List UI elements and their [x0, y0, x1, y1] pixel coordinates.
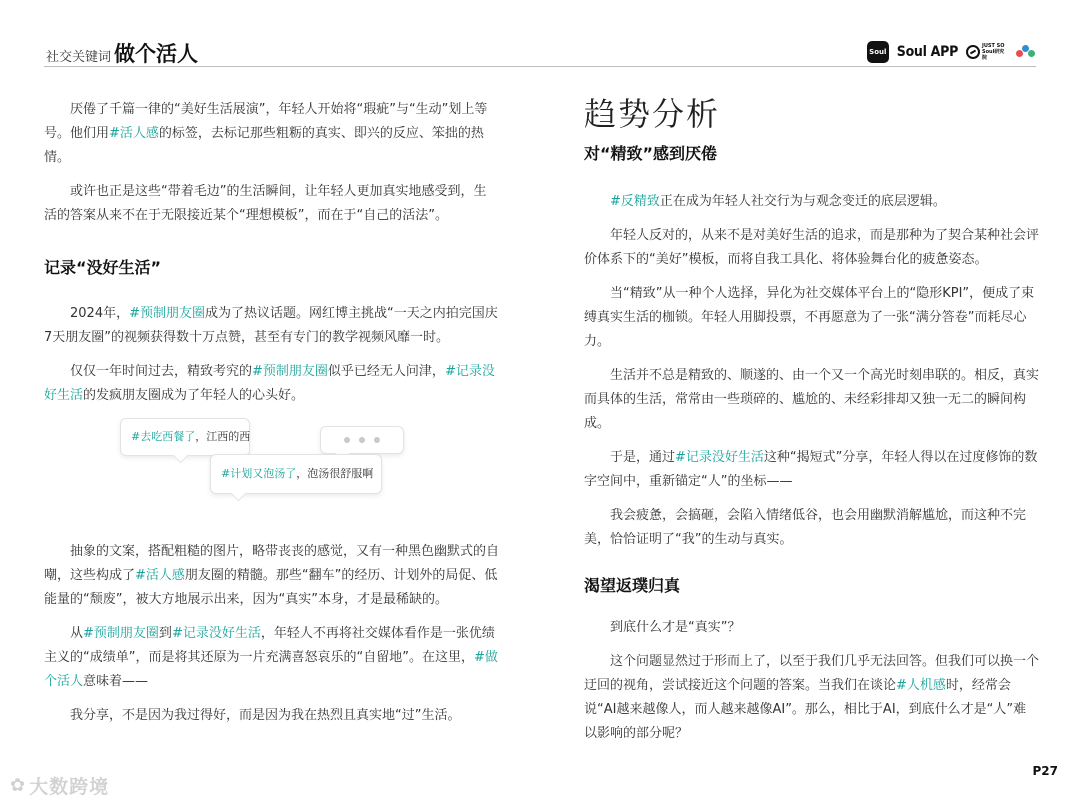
typing-dot-icon: [344, 437, 350, 443]
right-paragraph-2: 年轻人反对的，从来不是对美好生活的追求，而是那种为了契合某种社会评价体系下的“美好”模板，而将自我工具化、将体验舞台化的疲惫姿态。: [584, 228, 1040, 267]
typing-dot-icon: [374, 437, 380, 443]
watermark: [10, 772, 109, 799]
right-column: [584, 95, 1040, 756]
brand-logos: [867, 38, 1036, 66]
left-paragraph-1: 厌倦了千篇一律的“美好生活展演”，年轻人开始将“瑕疵”与“生动”划上等号。他们用#活人感的标签，去标记那些粗粝的真实、即兴的反应、笨拙的热情。: [44, 102, 488, 165]
left-paragraph-4: 仅仅一年时间过去，精致考究的#预制朋友圈似乎已经无人问津，#记录没好生活的发疯朋友圈成为了年轻人的心头好。: [44, 364, 495, 403]
section-heading-tired: 对“精致”感到厌倦: [584, 144, 718, 163]
keyword-label: 社交关键词: [46, 50, 112, 65]
soul-app-text: Soul APP: [896, 44, 958, 60]
right-paragraph-3: 当“精致”从一种个人选择，异化为社交媒体平台上的“隐形KPI”，便成了束缚真实生活的枷锁。年轻人用脚投票，不再愿意为了一张“满分答卷”而耗尽心力。: [584, 286, 1035, 349]
left-paragraph-2: 或许也正是这些“带着毛边”的生活瞬间，让年轻人更加真实地感受到，生活的答案从来不在于无限接近某个“理想模板”，而在于“自己的活法”。: [44, 184, 487, 223]
right-paragraph-7: 到底什么才是“真实”？: [610, 620, 741, 635]
section-heading-record: 记录“没好生活”: [44, 258, 162, 277]
typing-bubble: [320, 426, 404, 454]
right-paragraph-4: 生活并不总是精致的、顺遂的、由一个又一个高光时刻串联的。相反，真实而具体的生活，常常由一些琐碎的、尴尬的、未经彩排却又独一无二的瞬间构成。: [584, 368, 1040, 431]
right-paragraph-5: 于是，通过#记录没好生活这种“揭短式”分享，年轻人得以在过度修饰的数字空间中，重新锚定“人”的坐标——: [584, 450, 1038, 489]
right-paragraph-6: 我会疲惫，会搞砸，会陷入情绪低谷，也会用幽默消解尴尬，而这种不完美，恰恰证明了“我”的生动与真实。: [584, 508, 1027, 547]
right-paragraph-8: 这个问题显然过于形而上了，以至于我们几乎无法回答。但我们可以换一个迂回的视角，尝试接近这个问题的答案。当我们在谈论#人机感时，经常会说“AI越来越像人，而人越来越像AI”。那么，相比于AI，到底什么才是“人”难以影响的部分呢？: [584, 654, 1040, 741]
partner-mark-icon: [1016, 45, 1036, 59]
right-paragraph-1: #反精致正在成为年轻人社交行为与观念变迁的底层逻辑。: [610, 194, 946, 209]
soul-logo-icon: Soul: [867, 41, 889, 63]
left-paragraph-3: 2024年，#预制朋友圈成为了热议话题。网红博主挑战“一天之内拍完国庆7天朋友圈”的视频获得数十万点赞，甚至有专门的教学视频风靡一时。: [44, 306, 498, 345]
left-paragraph-7: 我分享，不是因为我过得好，而是因为我在热烈且真实地“过”生活。: [70, 708, 461, 723]
just-so-text: JUST SO Soul研究院: [982, 43, 1005, 61]
watermark-logo-icon: ✿: [10, 775, 26, 796]
just-so-logo: [966, 43, 1008, 61]
left-column: [44, 98, 499, 738]
trend-analysis-heading: 趋势分析: [584, 95, 721, 133]
chat-bubble-1: #去吃西餐了 ，江西的西: [120, 418, 250, 456]
partner-logo: [1016, 45, 1036, 59]
page-header: [0, 0, 1080, 68]
header-divider: [44, 66, 1036, 67]
keyword-title: 做个活人: [114, 42, 198, 66]
page-number: P27: [1032, 764, 1058, 778]
watermark-text: 大数跨境: [29, 776, 110, 798]
just-so-icon: [966, 45, 980, 59]
chat-bubble-2: #计划又泡汤了 ，泡汤很舒服啊: [210, 454, 382, 494]
chat-bubbles-illustration: [120, 418, 450, 518]
left-paragraph-6: 从#预制朋友圈到#记录没好生活，年轻人不再将社交媒体看作是一张优绩主义的“成绩单”，而是将其还原为一片充满喜怒哀乐的“自留地”。在这里，#做个活人意味着——: [44, 626, 498, 689]
typing-dot-icon: [359, 437, 365, 443]
section-heading-return: 渴望返璞归真: [584, 576, 681, 595]
left-paragraph-5: 抽象的文案，搭配粗糙的图片，略带丧丧的感觉，又有一种黑色幽默式的自嘲，这些构成了#活人感朋友圈的精髓。那些“翻车”的经历、计划外的局促、低能量的“颓废”，被大方地展示出来，因为“真实”本身，才是最稀缺的。: [44, 544, 500, 607]
